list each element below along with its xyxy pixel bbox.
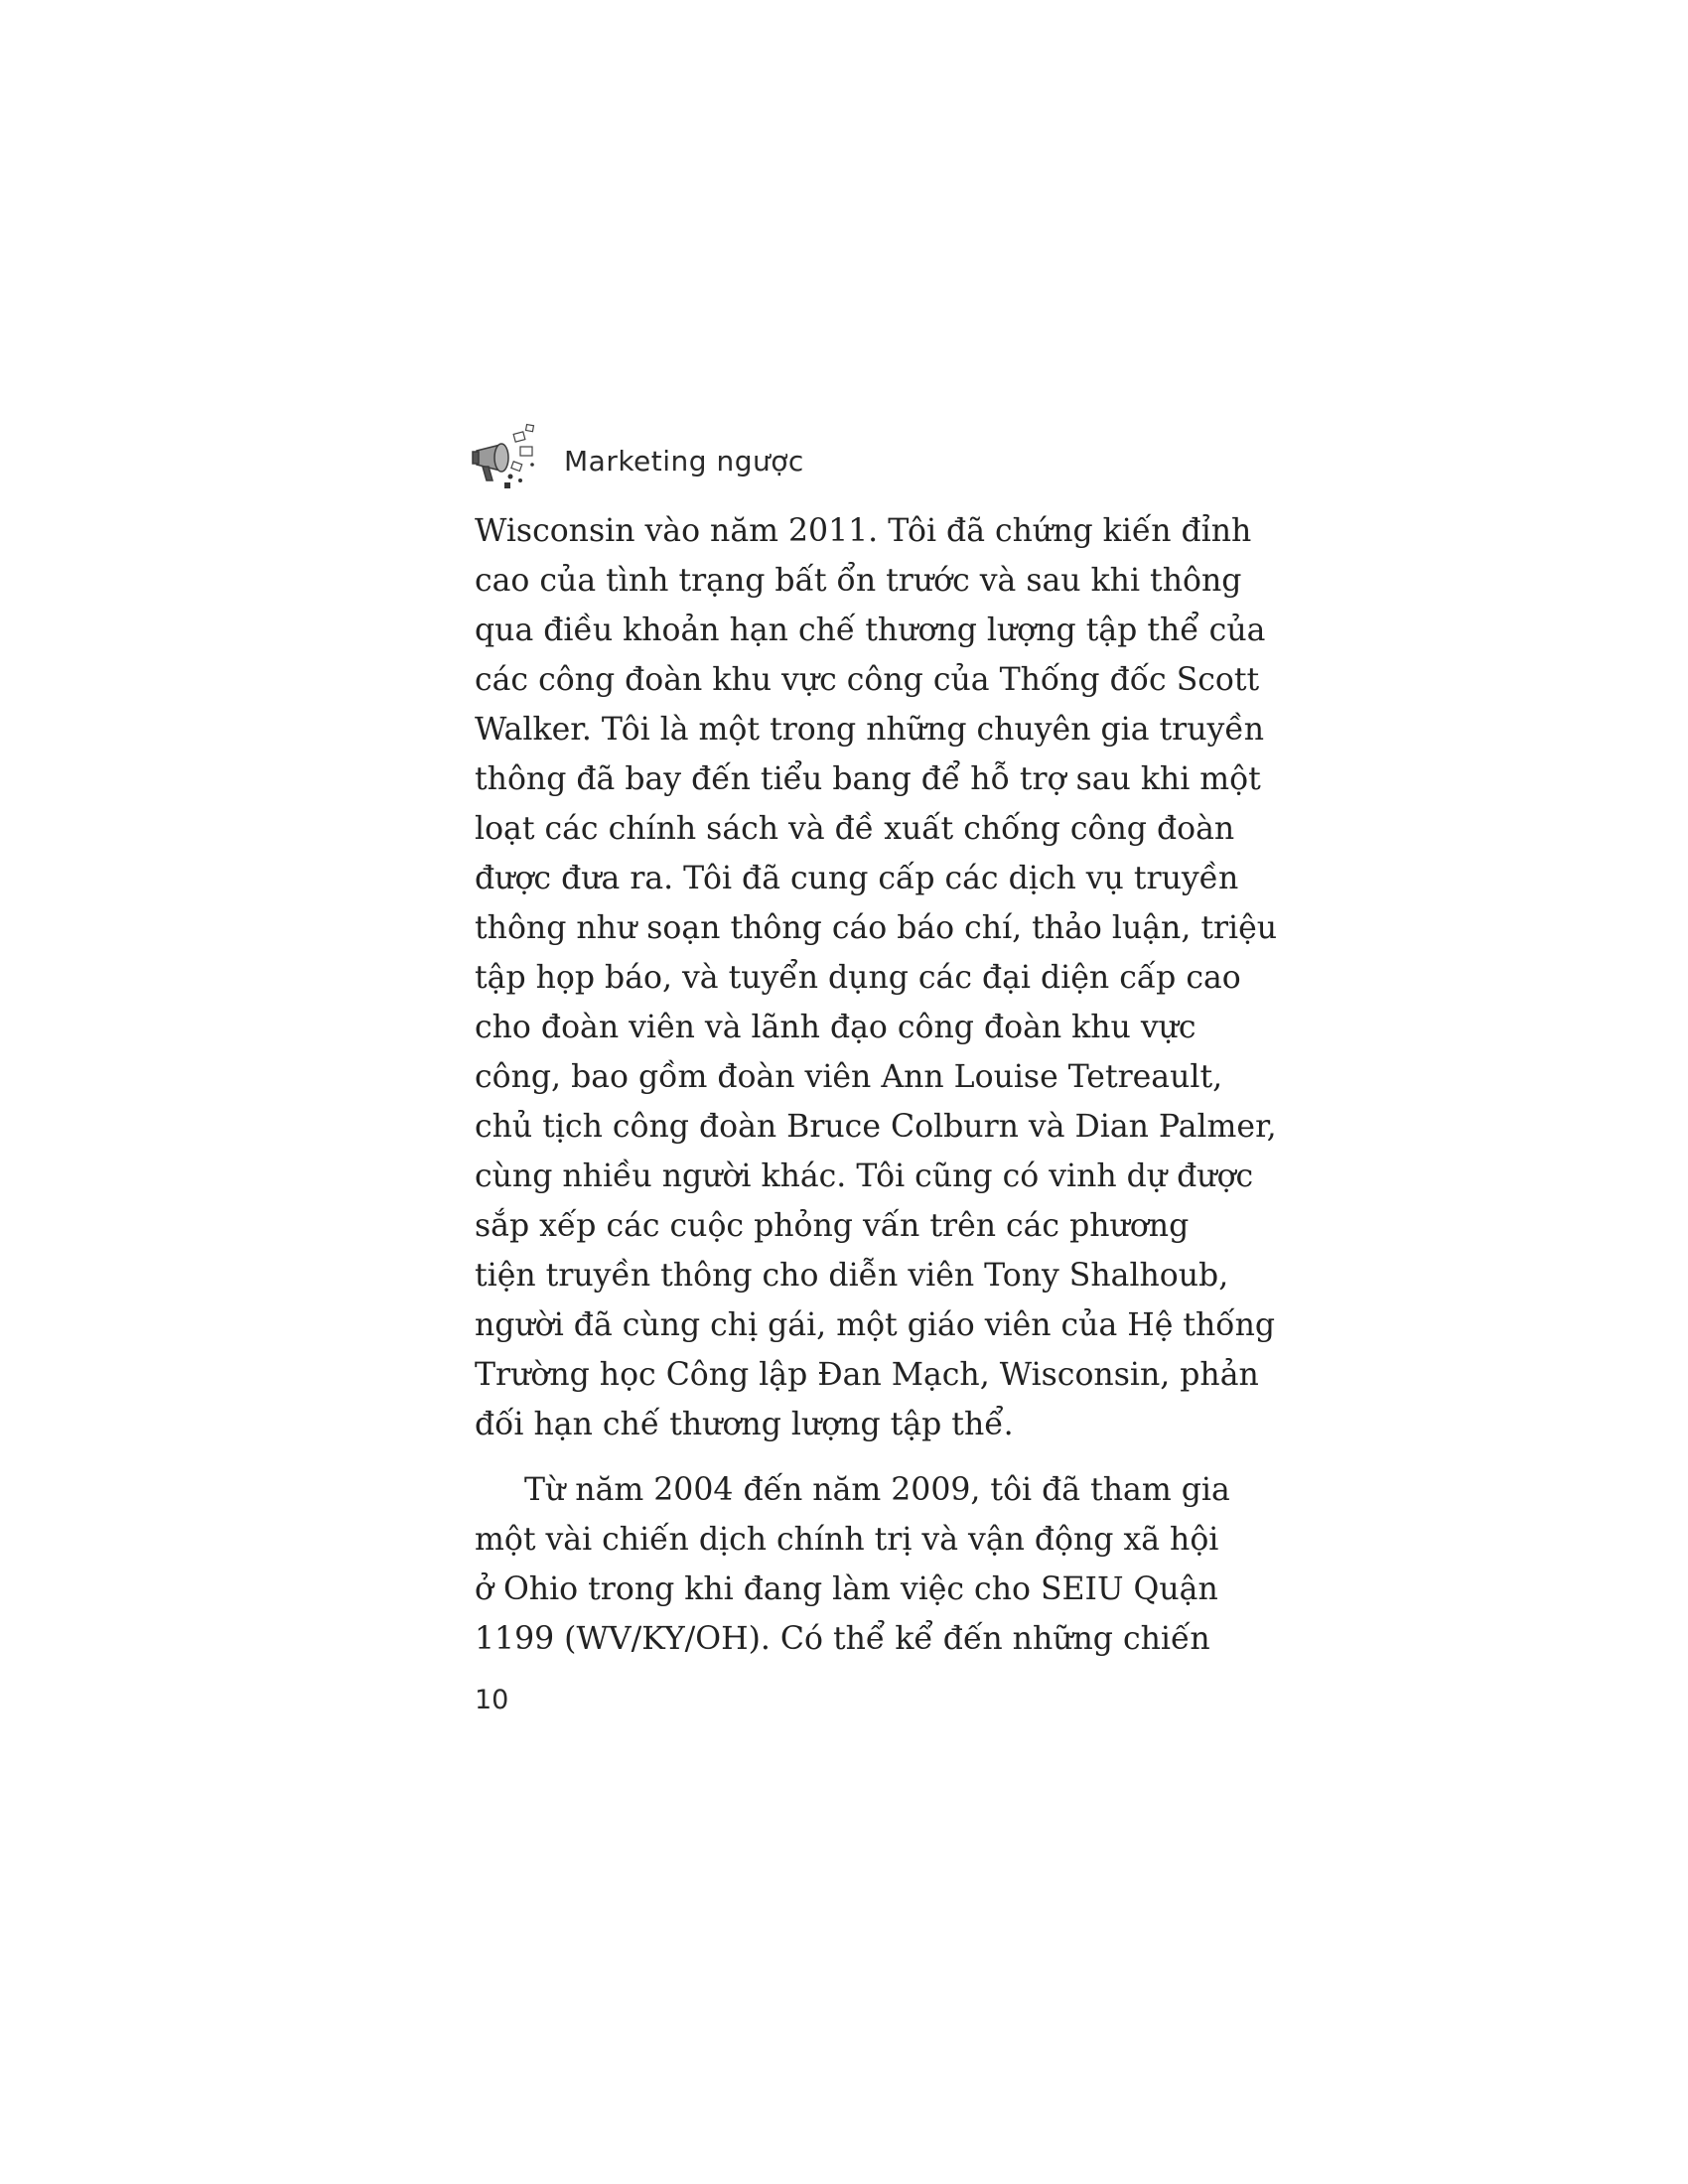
text-line: Từ năm 2004 đến năm 2009, tôi đã tham gia [524, 1472, 1230, 1508]
text-line: tiện truyền thông cho diễn viên Tony Shalhoub, [475, 1258, 1229, 1294]
text-line: Trường học Công lập Đan Mạch, Wisconsin, phản [475, 1357, 1259, 1393]
running-header [471, 421, 804, 500]
megaphone-icon [471, 421, 550, 500]
text-line: loạt các chính sách và đề xuất chống công đoàn [475, 811, 1235, 847]
text-line: cho đoàn viên và lãnh đạo công đoàn khu vực [475, 1010, 1196, 1045]
text-line: cùng nhiều người khác. Tôi cũng có vinh dự được [475, 1159, 1254, 1194]
text-line: thông như soạn thông cáo báo chí, thảo luận, triệu [475, 910, 1278, 946]
text-line: Walker. Tôi là một trong những chuyên gia truyền [475, 712, 1264, 748]
text-line: thông đã bay đến tiểu bang để hỗ trợ sau khi một [475, 761, 1261, 797]
text-line: đối hạn chế thương lượng tập thể. [475, 1407, 1014, 1442]
text-line: qua điều khoản hạn chế thương lượng tập thể của [475, 613, 1266, 648]
text-line: Wisconsin vào năm 2011. Tôi đã chứng kiến đỉnh [475, 513, 1252, 549]
text-line: cao của tình trạng bất ổn trước và sau khi thông [475, 563, 1242, 599]
text-line: chủ tịch công đoàn Bruce Colburn và Dian Palmer, [475, 1109, 1277, 1145]
text-line: ở Ohio trong khi đang làm việc cho SEIU Quận [475, 1571, 1218, 1607]
text-line: người đã cùng chị gái, một giáo viên của Hệ thống [475, 1307, 1276, 1343]
text-line: công, bao gồm đoàn viên Ann Louise Tetreault, [475, 1059, 1223, 1095]
paragraph-2 [475, 1465, 1230, 1664]
running-header-title: Marketing ngược [564, 444, 804, 478]
text-line: 1199 (WV/KY/OH). Có thể kể đến những chiến [475, 1621, 1210, 1657]
text-line: tập họp báo, và tuyển dụng các đại diện cấp cao [475, 960, 1241, 996]
text-line: một vài chiến dịch chính trị và vận động xã hội [475, 1522, 1219, 1558]
page-number: 10 [475, 1685, 509, 1715]
text-line: các công đoàn khu vực công của Thống đốc Scott [475, 662, 1260, 698]
body-text [475, 506, 1278, 1664]
paragraph-1 [475, 506, 1278, 1449]
text-line: sắp xếp các cuộc phỏng vấn trên các phương [475, 1208, 1190, 1244]
text-line: được đưa ra. Tôi đã cung cấp các dịch vụ truyền [475, 861, 1239, 896]
